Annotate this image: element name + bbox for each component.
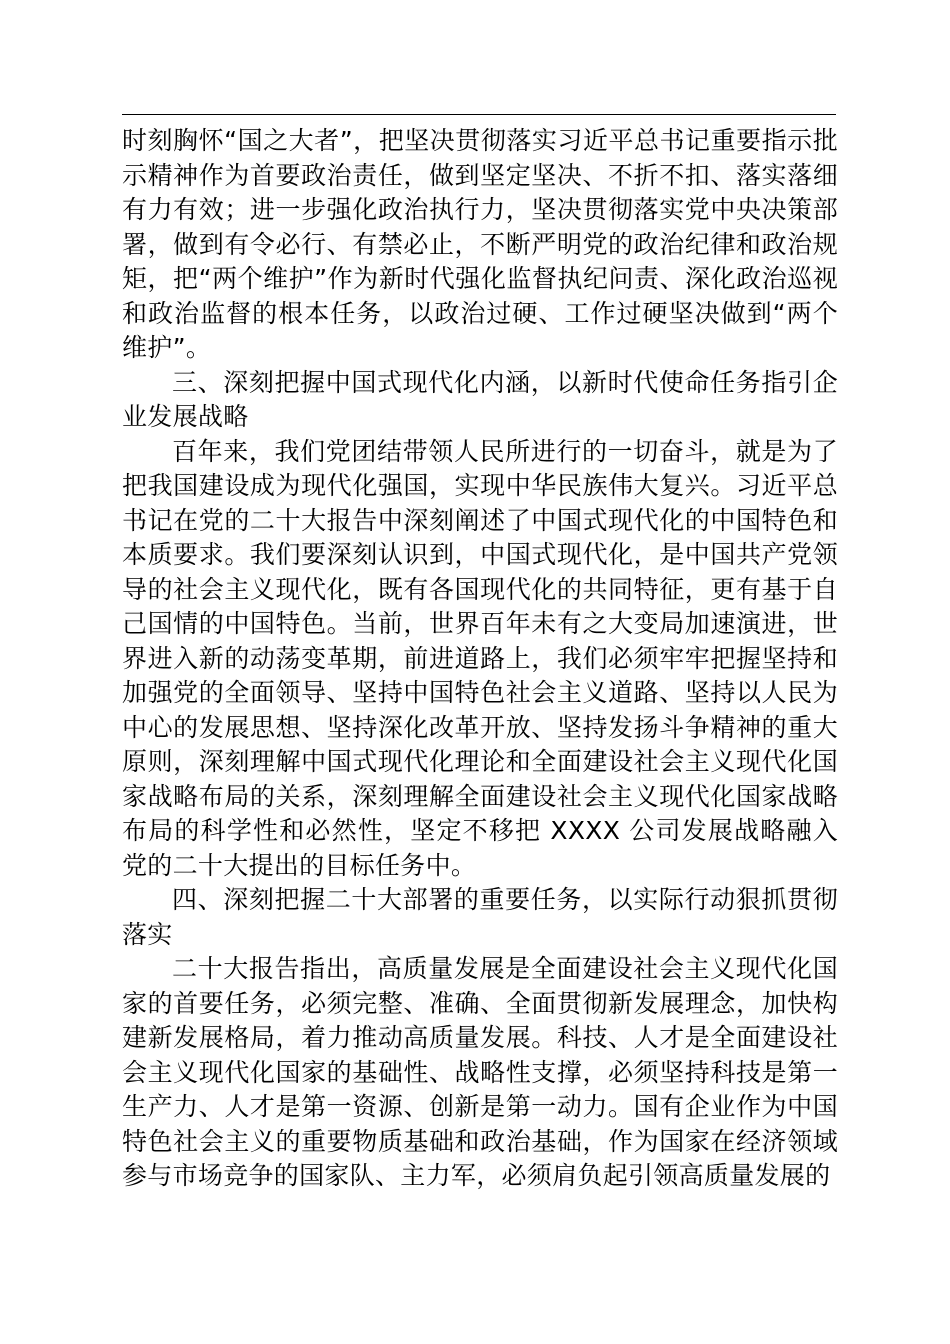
body-text: [122, 124, 838, 1194]
paragraph-continuation: 时刻胸怀“国之大者”，把坚决贯彻落实习近平总书记重要指示批示精神作为首要政治责任，做到坚定坚决、不折不扣、落实落细有力有效；进一步强化政治执行力，坚决贯彻落实党中央决策部署，做到有令必行、有禁必止，不断严明党的政治纪律和政治规矩，把“两个维护”作为新时代强化监督执纪问责、深化政治巡视和政治监督的根本任务，以政治过硬、工作过硬坚决做到“两个维护”。: [122, 126, 838, 362]
section-heading-4: 四、深刻把握二十大部署的重要任务，以实际行动狠抓贯彻落实: [122, 885, 838, 949]
section-heading-3: 三、深刻把握中国式现代化内涵，以新时代使命任务指引企业发展战略: [122, 367, 838, 431]
header-rule: [122, 114, 836, 115]
paragraph-section-4: 二十大报告指出，高质量发展是全面建设社会主义现代化国家的首要任务，必须完整、准确、全面贯彻新发展理念，加快构建新发展格局，着力推动高质量发展。科技、人才是全面建设社会主义现代化国家的基础性、战略性支撑，必须坚持科技是第一生产力、人才是第一资源、创新是第一动力。国有企业作为中国特色社会主义的重要物质基础和政治基础，作为国家在经济领域参与市场竞争的国家队、主力军，必须肩负起引领高质量发展的: [122, 954, 838, 1190]
paragraph-section-3: 百年来，我们党团结带领人民所进行的一切奋斗，就是为了把我国建设成为现代化强国，实现中华民族伟大复兴。习近平总书记在党的二十大报告中深刻阐述了中国式现代化的中国特色和本质要求。我们要深刻认识到，中国式现代化，是中国共产党领导的社会主义现代化，既有各国现代化的共同特征，更有基于自己国情的中国特色。当前，世界百年未有之大变局加速演进，世界进入新的动荡变革期，前进道路上，我们必须牢牢把握坚持和加强党的全面领导、坚持中国特色社会主义道路、坚持以人民为中心的发展思想、坚持深化改革开放、坚持发扬斗争精神的重大原则，深刻理解中国式现代化理论和全面建设社会主义现代化国家战略布局的关系，深刻理解全面建设社会主义现代化国家战略布局的科学性和必然性，坚定不移把 XXXX 公司发展战略融入党的二十大提出的目标任务中。: [122, 436, 838, 880]
